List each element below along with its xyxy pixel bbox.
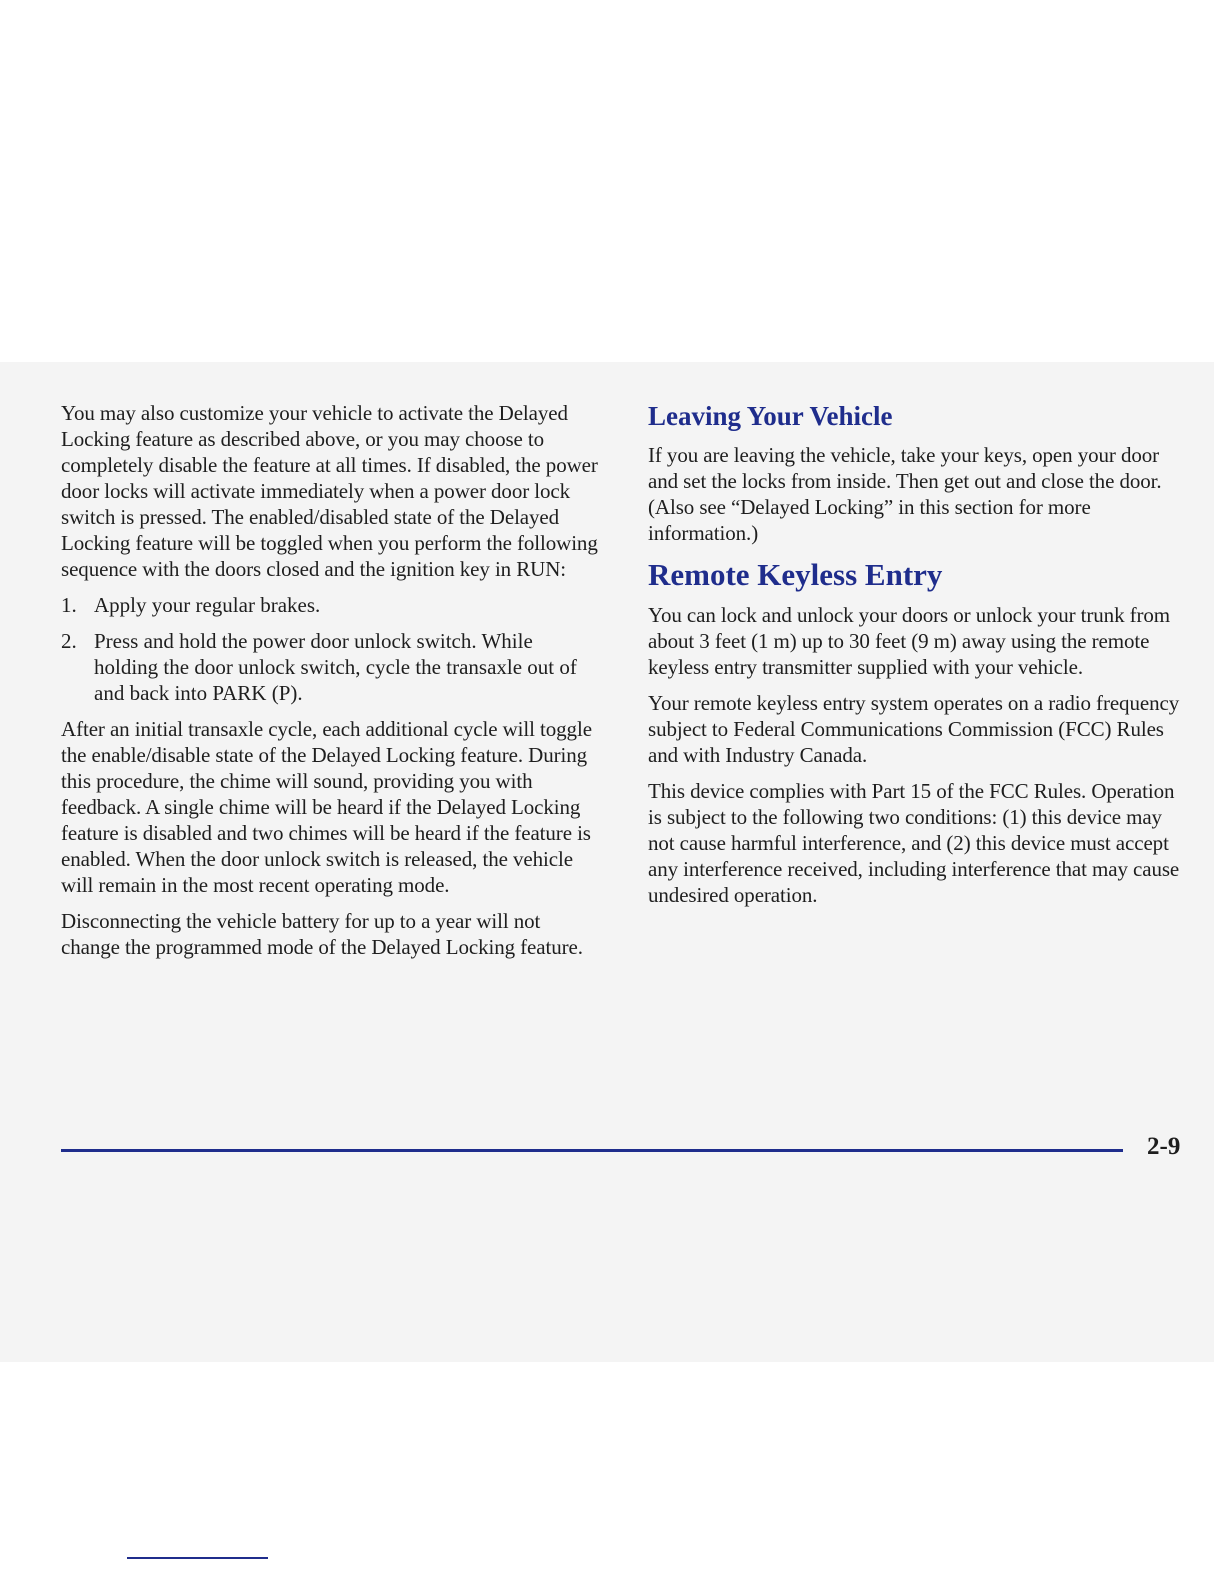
step-number: 1. xyxy=(61,593,77,617)
list-item xyxy=(61,628,601,706)
page-number: 2-9 xyxy=(1147,1133,1181,1160)
step-text: Press and hold the power door unlock switch. While holding the door unlock switch, cycle the transaxle out of and back into PARK (P). xyxy=(94,629,577,705)
intro-paragraph: You may also customize your vehicle to activate the Delayed Locking feature as described above, or you may choose to completely disable the feature at all times. If disabled, the power door locks will activate immediately when a power door lock switch is pressed. The enabled/disabled state of the Delayed Locking feature will be toggled when you perform the following sequence with the doors closed and the ignition key in RUN: xyxy=(61,401,598,581)
disconnect-paragraph: Disconnecting the vehicle battery for up to a year will not change the programmed mode of the Delayed Locking feature. xyxy=(61,909,583,959)
leaving-vehicle-paragraph: If you are leaving the vehicle, take your keys, open your door and set the locks from inside. Then get out and close the door. (Also see “Delayed Locking” in this section for more information.) xyxy=(648,443,1162,545)
left-column xyxy=(61,400,601,970)
footer-rule xyxy=(61,1149,1123,1152)
remote-compliance-paragraph: This device complies with Part 15 of the FCC Rules. Operation is subject to the following two conditions: (1) this device may not cause harmful interference, and (2) this device must accept any interference received, including interference that may cause undesired operation. xyxy=(648,779,1180,907)
steps-list xyxy=(61,592,601,706)
list-item xyxy=(61,592,601,618)
right-column xyxy=(648,400,1193,918)
step-number: 2. xyxy=(61,629,77,653)
remote-keyless-entry-heading: Remote Keyless Entry xyxy=(648,557,943,592)
after-cycle-paragraph: After an initial transaxle cycle, each additional cycle will toggle the enable/disable state of the Delayed Locking feature. During this procedure, the chime will sound, providing you with feedback. A single chime will be heard if the Delayed Locking feature is disabled and two chimes will be heard if the feature is enabled. When the door unlock switch is released, the vehicle will remain in the most recent operating mode. xyxy=(61,717,592,897)
leaving-vehicle-heading: Leaving Your Vehicle xyxy=(648,401,893,431)
footer-link-underline xyxy=(127,1557,268,1559)
remote-range-paragraph: You can lock and unlock your doors or unlock your trunk from about 3 feet (1 m) up to 30 feet (9 m) away using the remote keyless entry transmitter supplied with your vehicle. xyxy=(648,603,1171,679)
remote-fcc-paragraph: Your remote keyless entry system operates on a radio frequency subject to Federal Communications Commission (FCC) Rules and with Industry Canada. xyxy=(648,691,1180,767)
step-text: Apply your regular brakes. xyxy=(94,593,321,617)
